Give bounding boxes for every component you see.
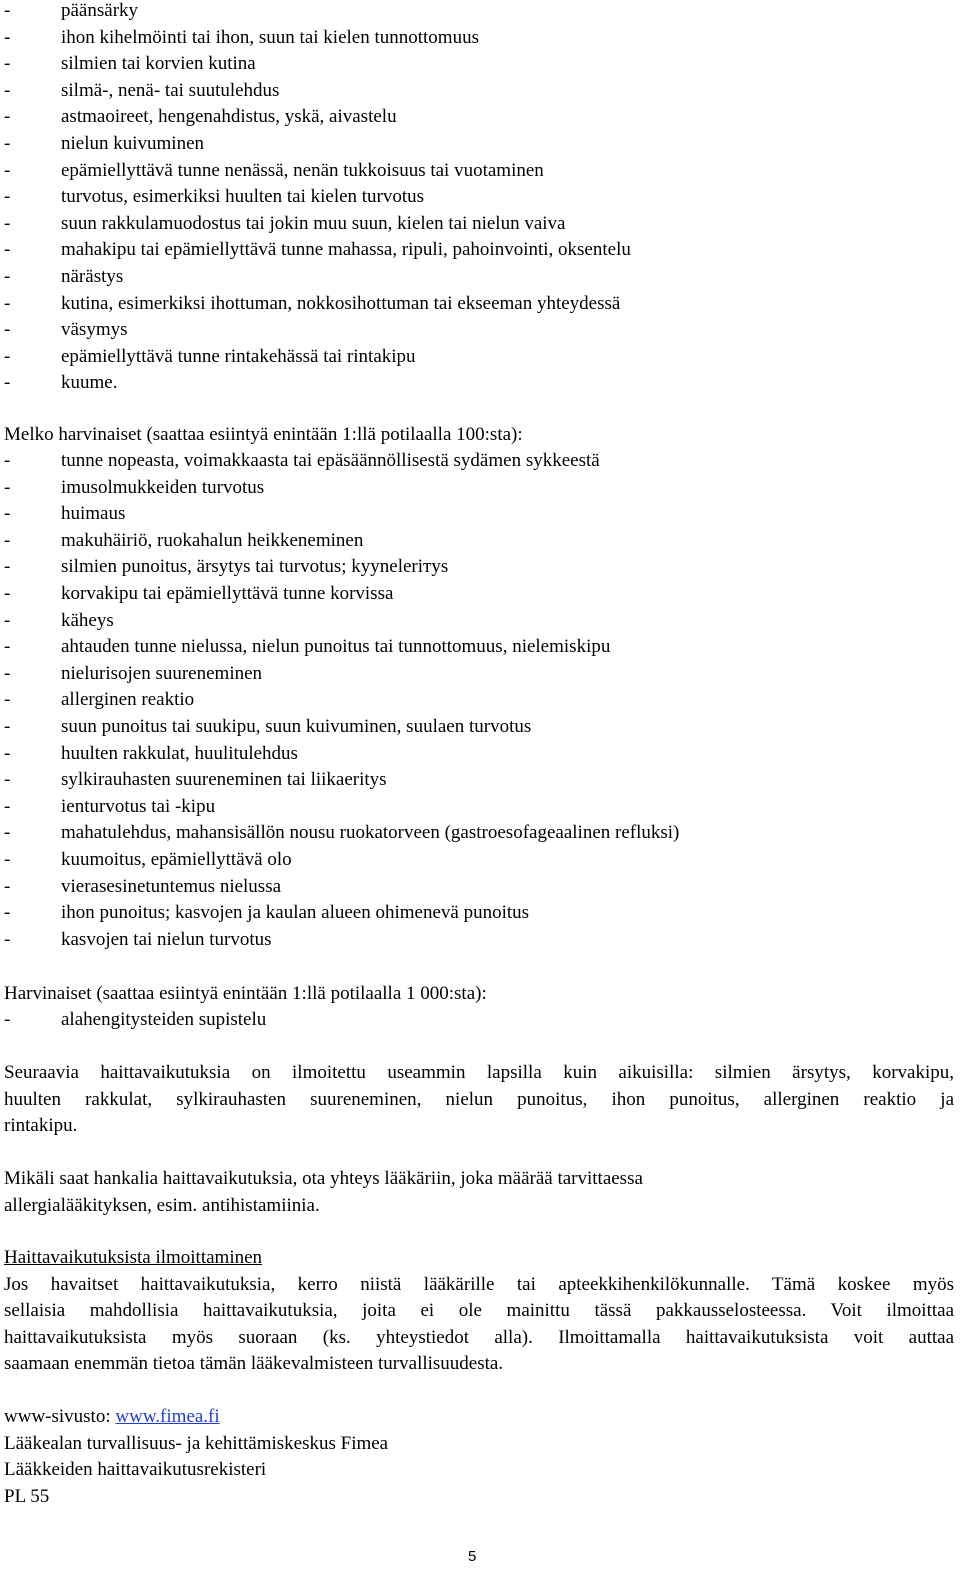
uncommon-effect-text: allerginen reaktio <box>61 689 195 711</box>
dash-bullet: - <box>4 529 11 551</box>
dash-bullet: - <box>4 26 11 48</box>
dash-bullet: - <box>4 582 11 604</box>
uncommon-effect-item <box>0 767 960 794</box>
uncommon-effect-item <box>0 794 960 821</box>
dash-bullet: - <box>4 769 11 791</box>
org-name: Lääkealan turvallisuus- ja kehittämiskeskus Fimea <box>4 1432 389 1454</box>
uncommon-effect-item <box>0 661 960 688</box>
dash-bullet: - <box>4 0 11 21</box>
page-number: 5 <box>468 1548 477 1565</box>
uncommon-effect-text: nielurisojen suureneminen <box>61 662 263 684</box>
uncommon-effect-text: silmien punoitus, ärsytys tai turvotus; kyynelerітys <box>61 556 449 578</box>
common-effect-item <box>0 237 960 264</box>
common-effect-item <box>0 25 960 52</box>
dash-bullet: - <box>4 212 11 234</box>
uncommon-effect-text: tunne nopeasta, voimakkaasta tai epäsäännöllisestä sydämen sykkeestä <box>61 450 600 471</box>
rare-effect-item <box>0 1007 960 1034</box>
dash-bullet: - <box>4 265 11 287</box>
uncommon-effect-text: suun punoitus tai suukipu, suun kuivuminen, suulaen turvotus <box>61 715 532 737</box>
uncommon-effect-text: ahtauden tunne nielussa, nielun punoitus tai tunnottomuus, nielemiskipu <box>61 636 611 658</box>
common-effect-text: ihon kihelmöinti tai ihon, suun tai kielen tunnottomuus <box>61 26 479 48</box>
common-effect-item <box>0 317 960 344</box>
common-effect-item <box>0 344 960 371</box>
dash-bullet: - <box>4 132 11 154</box>
common-effect-text: turvotus, esimerkiksi huulten tai kielen turvotus <box>61 186 425 208</box>
uncommon-effect-text: huimaus <box>61 503 126 525</box>
dash-bullet: - <box>4 53 11 75</box>
dash-bullet: - <box>4 822 11 844</box>
dash-bullet: - <box>4 106 11 128</box>
paragraph-line: Jos havaitset haittavaikutuksia, kerro niistä lääkärille tai apteekkihenkilökunnalle. Tämä koskee myös <box>4 1273 954 1295</box>
uncommon-effect-text: makuhäiriö, ruokahalun heikkeneminen <box>61 529 364 551</box>
uncommon-effect-text: imusolmukkeiden turvotus <box>61 476 265 498</box>
contact-block <box>4 1404 954 1510</box>
common-effect-text: silmien tai korvien kutina <box>61 53 256 75</box>
paragraph-line: Mikäli saat hankalia haittavaikutuksia, ota yhteys lääkäriin, joka määrää tarvittaessa <box>4 1168 643 1189</box>
dash-bullet: - <box>4 239 11 261</box>
dash-bullet: - <box>4 689 11 711</box>
fimea-link[interactable]: www.fimea.fi <box>115 1406 220 1427</box>
uncommon-effect-text: vierasesinetuntemus nielussa <box>61 875 282 897</box>
paragraph-line: saamaan enemmän tietoa tämän lääkevalmisteen turvallisuudesta. <box>4 1353 504 1375</box>
uncommon-effect-item <box>0 581 960 608</box>
common-effect-item <box>0 51 960 78</box>
uncommon-effect-text: mahatulehdus, mahansisällön nousu ruokatorveen (gastroesofageaalinen refluksi) <box>61 822 680 844</box>
common-effect-item <box>0 78 960 105</box>
dash-bullet: - <box>4 875 11 897</box>
uncommon-effect-item <box>0 741 960 768</box>
dash-bullet: - <box>4 476 11 498</box>
paragraph-line: rintakipu. <box>4 1115 78 1137</box>
common-effect-text: astmaoireet, hengenahdistus, yskä, aivastelu <box>61 106 397 128</box>
dash-bullet: - <box>4 742 11 764</box>
common-effect-item <box>0 184 960 211</box>
dash-bullet: - <box>4 345 11 367</box>
dash-bullet: - <box>4 292 11 314</box>
uncommon-effect-item <box>0 714 960 741</box>
uncommon-effect-item <box>0 687 960 714</box>
dash-bullet: - <box>4 795 11 817</box>
rare-effect-text: alahengitysteiden supistelu <box>61 1009 267 1030</box>
uncommon-effect-item <box>0 820 960 847</box>
common-effect-text: kuume. <box>61 372 118 394</box>
po-box: PL 55 <box>4 1485 50 1507</box>
uncommon-effect-text: ienturvotus tai -kipu <box>61 795 216 817</box>
common-effect-item <box>0 158 960 185</box>
website-line <box>4 1404 954 1431</box>
common-effect-text: päänsärky <box>61 0 139 21</box>
severe-effects-paragraph <box>4 1166 954 1219</box>
uncommon-effect-text: kasvojen tai nielun turvotus <box>61 928 272 950</box>
dash-bullet: - <box>4 186 11 208</box>
dash-bullet: - <box>4 928 11 950</box>
uncommon-effect-item <box>0 475 960 502</box>
common-effect-text: väsymys <box>61 319 128 341</box>
reporting-section <box>4 1245 954 1378</box>
dash-bullet: - <box>4 1009 11 1030</box>
common-effect-text: kutina, esimerkiksi ihottuman, nokkosihottuman tai ekseeman yhteydessä <box>61 292 621 314</box>
dash-bullet: - <box>4 159 11 181</box>
dash-bullet: - <box>4 662 11 684</box>
rare-heading: Harvinaiset (saattaa esiintyä enintään 1:llä potilaalla 1 000:sta): <box>4 983 487 1004</box>
common-side-effects-list <box>0 0 960 397</box>
uncommon-effect-item <box>0 927 960 954</box>
common-effect-item <box>0 0 960 25</box>
dash-bullet: - <box>4 450 11 471</box>
uncommon-effect-item <box>0 501 960 528</box>
dash-bullet: - <box>4 848 11 870</box>
uncommon-effect-text: kuumoitus, epämiellyttävä olo <box>61 848 292 870</box>
common-effect-text: närästys <box>61 265 124 287</box>
uncommon-effect-item <box>0 448 960 475</box>
common-effect-item <box>0 264 960 291</box>
children-paragraph <box>4 1060 954 1140</box>
registry-name: Lääkkeiden haittavaikutusrekisteri <box>4 1459 267 1481</box>
uncommon-effect-text: ihon punoitus; kasvojen ja kaulan alueen ohimenevä punoitus <box>61 902 530 924</box>
reporting-heading: Haittavaikutuksista ilmoittaminen <box>4 1247 263 1268</box>
common-effect-text: epämiellyttävä tunne rintakehässä tai rintakipu <box>61 345 416 367</box>
dash-bullet: - <box>4 715 11 737</box>
uncommon-effect-item <box>0 554 960 581</box>
common-effect-item <box>0 131 960 158</box>
uncommon-effect-item <box>0 847 960 874</box>
dash-bullet: - <box>4 902 11 924</box>
paragraph-line: Seuraavia haittavaikutuksia on ilmoitettu useammin lapsilla kuin aikuisilla: silmien ärsytys, korvakipu, <box>4 1062 954 1083</box>
uncommon-effect-item <box>0 608 960 635</box>
dash-bullet: - <box>4 372 11 394</box>
uncommon-effect-item <box>0 634 960 661</box>
website-label: www-sivusto: <box>4 1406 116 1427</box>
paragraph-line: sellaisia mahdollisia haittavaikutuksia, joita ei ole mainittu tässä pakkausselosteessa. Voit ilmoittaa <box>4 1300 954 1322</box>
common-effect-text: silmä-, nenä- tai suutulehdus <box>61 79 280 101</box>
uncommon-effect-item <box>0 528 960 555</box>
common-effect-item <box>0 291 960 318</box>
uncommon-effect-item <box>0 900 960 927</box>
dash-bullet: - <box>4 556 11 578</box>
rare-side-effects-list <box>0 1007 960 1034</box>
common-effect-text: suun rakkulamuodostus tai jokin muu suun, kielen tai nielun vaiva <box>61 212 566 234</box>
uncommon-effect-text: huulten rakkulat, huulitulehdus <box>61 742 298 764</box>
uncommon-effect-item <box>0 874 960 901</box>
uncommon-side-effects-list <box>0 448 960 953</box>
uncommon-effect-text: käheys <box>61 609 114 631</box>
uncommon-effect-text: sylkirauhasten suureneminen tai liikaeritys <box>61 769 387 791</box>
uncommon-effect-text: korvakipu tai epämiellyttävä tunne korvissa <box>61 582 394 604</box>
paragraph-line: allergialääkityksen, esim. antihistamiinia. <box>4 1194 320 1216</box>
common-effect-item <box>0 370 960 397</box>
dash-bullet: - <box>4 636 11 658</box>
paragraph-line: huulten rakkulat, sylkirauhasten suureneminen, nielun punoitus, ihon punoitus, allerginen reaktio ja <box>4 1088 954 1110</box>
uncommon-heading: Melko harvinaiset (saattaa esiintyä enintään 1:llä potilaalla 100:sta): <box>4 424 523 445</box>
dash-bullet: - <box>4 503 11 525</box>
common-effect-item <box>0 104 960 131</box>
dash-bullet: - <box>4 319 11 341</box>
paragraph-line: haittavaikutuksista myös suoraan (ks. yhteystiedot alla). Ilmoittamalla haittavaikutuksista voit auttaa <box>4 1326 954 1348</box>
dash-bullet: - <box>4 79 11 101</box>
dash-bullet: - <box>4 609 11 631</box>
common-effect-text: mahakipu tai epämiellyttävä tunne mahassa, ripuli, pahoinvointi, oksentelu <box>61 239 631 261</box>
common-effect-item <box>0 211 960 238</box>
common-effect-text: epämiellyttävä tunne nenässä, nenän tukkoisuus tai vuotaminen <box>61 159 544 181</box>
common-effect-text: nielun kuivuminen <box>61 132 205 154</box>
